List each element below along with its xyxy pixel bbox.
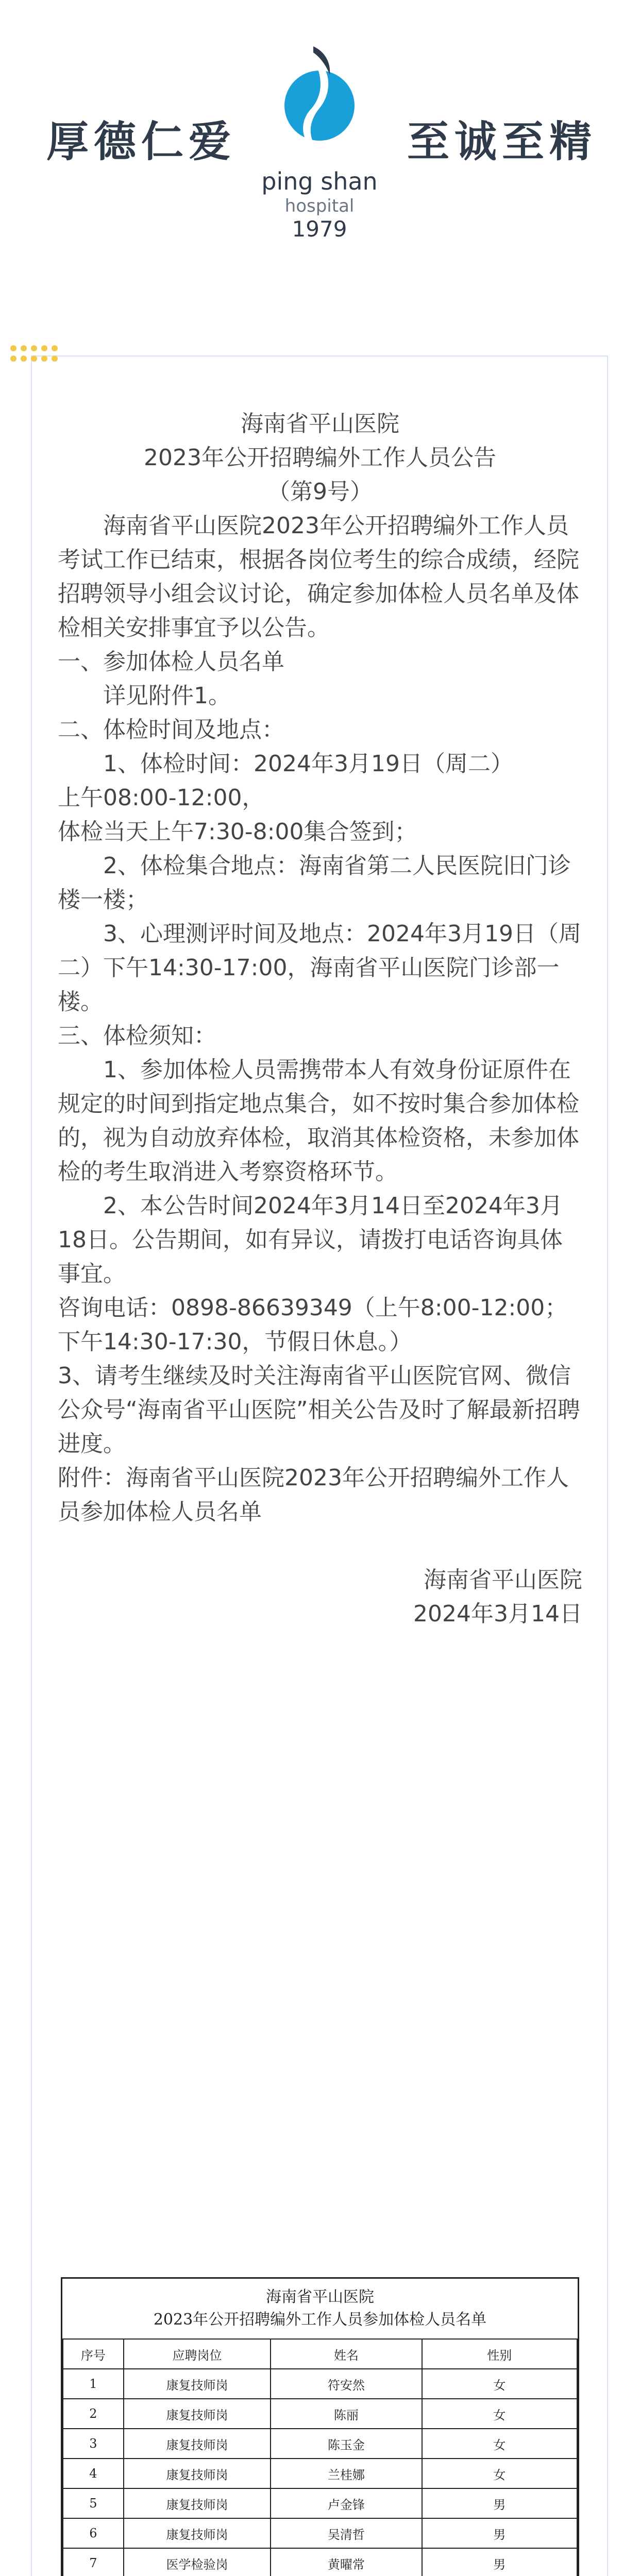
notice-org: 海南省平山医院 [241, 411, 399, 437]
section-2-title: 二、体检时间及地点： [58, 717, 284, 743]
header [0, 0, 640, 309]
table-row [63, 2488, 577, 2518]
header-position: 应聘岗位 [124, 2339, 271, 2369]
cell-name: 陈玉金 [271, 2429, 422, 2459]
header-gender: 性别 [422, 2339, 577, 2369]
notice-intro: 海南省平山医院2023年公开招聘编外工作人员考试工作已结束，根据各岗位考生的综合成绩，经院招聘领导小组会议讨论，确定参加体检人员名单及体检相关安排事宜予以公告。 [58, 513, 579, 641]
contact-phone: 咨询电话：0898-86639349（上午8:00-12:00；下午14:30-17:30，节假日休息。） [58, 1295, 568, 1355]
cell-position: 康复技师岗 [124, 2429, 271, 2459]
cell-gender: 女 [422, 2429, 577, 2459]
cell-name: 卢金锋 [271, 2488, 422, 2518]
logo-year: 1979 [292, 216, 347, 242]
cell-name: 吴清哲 [271, 2518, 422, 2548]
table-title: 海南省平山医院 [266, 2288, 374, 2306]
cell-position: 康复技师岗 [124, 2488, 271, 2518]
table-row [63, 2548, 577, 2576]
signature-org: 海南省平山医院 [424, 1567, 582, 1593]
section-2-item-1a: 1、体检时间：2024年3月19日（周二） [103, 751, 513, 777]
section-3-title: 三、体检须知： [58, 1023, 216, 1049]
cell-gender: 男 [422, 2548, 577, 2576]
cell-index: 1 [63, 2369, 124, 2399]
decorative-dots-top [10, 345, 67, 371]
cell-position: 医学检验岗 [124, 2548, 271, 2576]
cell-position: 康复技师岗 [124, 2369, 271, 2399]
header-name: 姓名 [271, 2339, 422, 2369]
cell-gender: 女 [422, 2369, 577, 2399]
table-row [63, 2399, 577, 2429]
notice-content [58, 407, 582, 1631]
notice-title: 2023年公开招聘编外工作人员公告 [144, 445, 496, 471]
header-index: 序号 [63, 2339, 124, 2369]
motto-left: 厚德仁爱 [46, 117, 237, 166]
cell-position: 康复技师岗 [124, 2399, 271, 2429]
cell-index: 6 [63, 2518, 124, 2548]
section-3-item-2: 2、本公告时间2024年3月14日至2024年3月18日。公告期间，如有异议，请拨打电话咨询具体事宜。 [58, 1193, 563, 1287]
cell-gender: 男 [422, 2518, 577, 2548]
section-3-item-3: 3、请考生继续及时关注海南省平山医院官网、微信公众号“海南省平山医院”相关公告及时了解最新招聘进度。 [58, 1363, 580, 1457]
logo-subtext: hospital [284, 196, 355, 216]
cell-gender: 女 [422, 2399, 577, 2429]
cell-name: 兰桂娜 [271, 2459, 422, 2488]
cell-name: 陈丽 [271, 2399, 422, 2429]
cell-position: 康复技师岗 [124, 2518, 271, 2548]
cell-index: 4 [63, 2459, 124, 2488]
logo-icon [283, 46, 356, 165]
table-row [63, 2518, 577, 2548]
section-2-item-2: 2、体检集合地点：海南省第二人民医院旧门诊楼一楼； [58, 853, 571, 913]
cell-name: 黄曜常 [271, 2548, 422, 2576]
section-3-item-1: 1、参加体检人员需携带本人有效身份证原件在规定的时间到指定地点集合，如不按时集合参加体检的，视为自动放弃体检，取消其体检资格，未参加体检的考生取消进入考察资格环节。 [58, 1057, 579, 1185]
table-row [63, 2459, 577, 2488]
cell-gender: 男 [422, 2488, 577, 2518]
table-header-row [63, 2339, 577, 2369]
table-row [63, 2429, 577, 2459]
section-1-title: 一、参加体检人员名单 [58, 649, 284, 675]
motto-right: 至诚至精 [407, 117, 597, 166]
logo-text: ping shan [261, 167, 378, 195]
section-1-detail: 详见附件1。 [103, 683, 231, 709]
cell-index: 5 [63, 2488, 124, 2518]
section-2-item-1c: 体检当天上午7:30-8:00集合签到； [58, 819, 417, 845]
section-2-item-1b: 上午08:00-12:00， [58, 785, 265, 811]
notice-number: （第9号） [267, 479, 373, 505]
cell-index: 7 [63, 2548, 124, 2576]
signature-date: 2024年3月14日 [413, 1601, 582, 1627]
cell-index: 2 [63, 2399, 124, 2429]
candidate-table [62, 2338, 578, 2576]
cell-name: 符安然 [271, 2369, 422, 2399]
table-row [63, 2369, 577, 2399]
table-body [63, 2369, 577, 2576]
cell-position: 康复技师岗 [124, 2459, 271, 2488]
section-2-item-3: 3、心理测评时间及地点：2024年3月19日（周二）下午14:30-17:00，海南省平山医院门诊部一楼。 [58, 921, 581, 1015]
hospital-logo [247, 46, 392, 242]
attachment-table [61, 2277, 579, 2576]
cell-gender: 女 [422, 2459, 577, 2488]
cell-index: 3 [63, 2429, 124, 2459]
table-subtitle: 2023年公开招聘编外工作人员参加体检人员名单 [153, 2311, 487, 2329]
attachment-note: 附件：海南省平山医院2023年公开招聘编外工作人员参加体检人员名单 [58, 1465, 569, 1525]
